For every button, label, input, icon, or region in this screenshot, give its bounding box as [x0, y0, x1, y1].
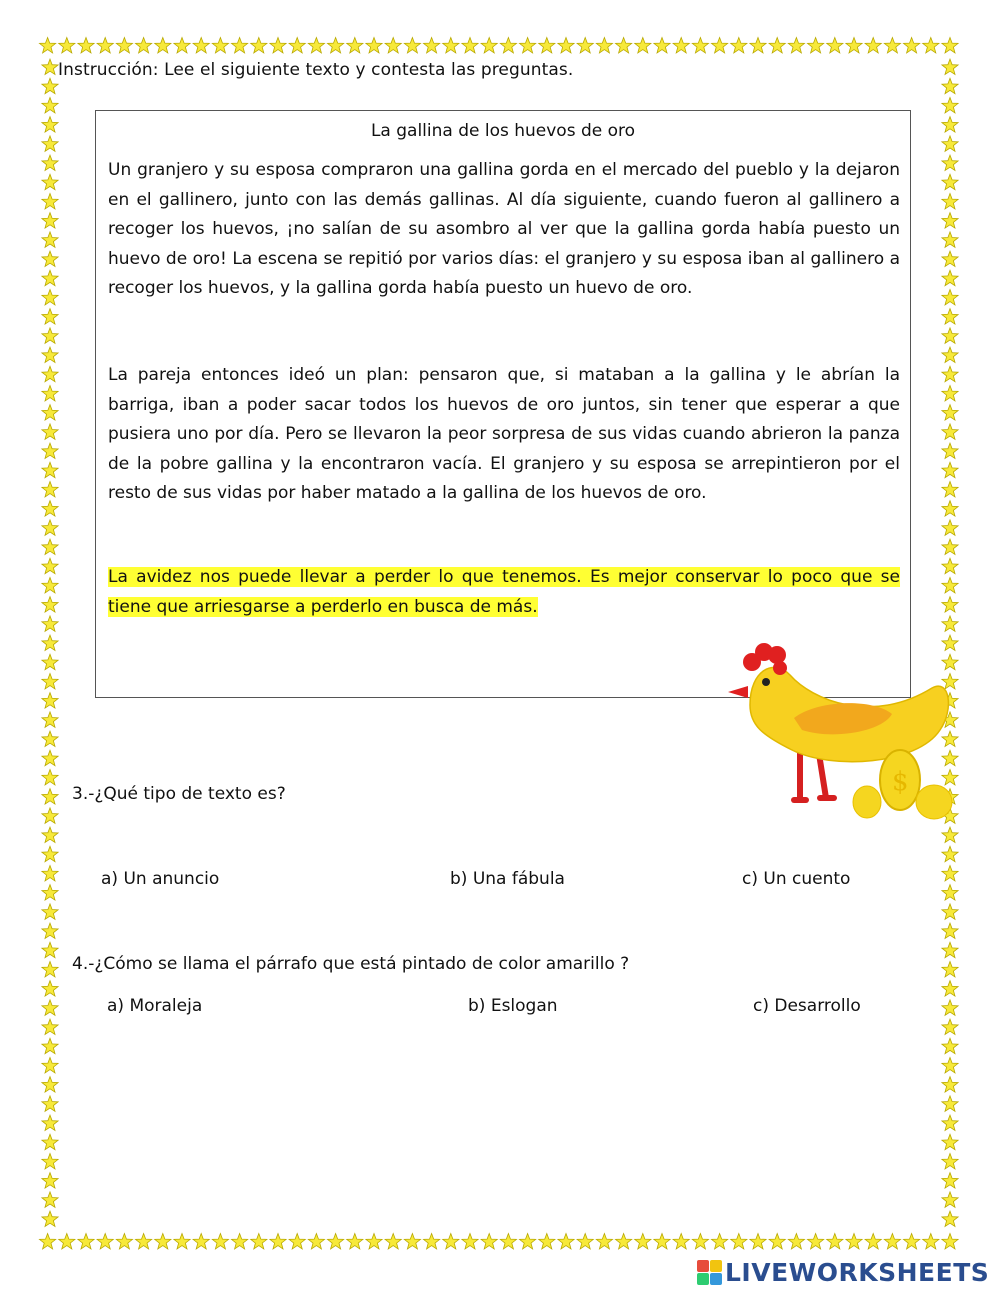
star-icon [942, 1211, 958, 1226]
q4-option-b[interactable]: b) Eslogan [468, 996, 558, 1016]
star-icon [942, 290, 958, 305]
star-icon [942, 117, 958, 132]
star-icon [42, 1038, 58, 1053]
story-paragraph-1: Un granjero y su esposa compraron una gallina gorda en el mercado del pueblo y la dejaron en el gallinero, junto con las demás gallinas. Al día siguiente, cuando fueron al gallinero a recoger los huevos, ¡no salían de su asombro al ver que la gallina gorda había puesto un huevo de oro! La escena se repitió por varios días: el granjero y su esposa iban al gallinero a recoger los huevos, y la gallina gorda había puesto un huevo de oro. [108, 160, 900, 298]
star-icon [42, 693, 58, 708]
question-3: 3.-¿Qué tipo de texto es? [72, 784, 286, 804]
star-icon [942, 1038, 958, 1053]
star-icon [42, 443, 58, 458]
star-icon [42, 386, 58, 401]
star-icon [942, 1154, 958, 1169]
star-icon [42, 1154, 58, 1169]
liveworksheets-logo [697, 1258, 989, 1286]
star-icon [42, 520, 58, 535]
star-icon [40, 1234, 56, 1249]
star-icon [443, 1234, 459, 1249]
star-icon [42, 808, 58, 823]
star-icon [942, 328, 958, 343]
star-icon [942, 1134, 958, 1149]
star-icon [942, 923, 958, 938]
star-icon [42, 1019, 58, 1034]
star-icon [42, 98, 58, 113]
star-icon [942, 558, 958, 573]
star-icon [385, 38, 401, 53]
star-icon [40, 38, 56, 53]
star-icon [731, 1234, 747, 1249]
star-icon [942, 232, 958, 247]
star-icon [116, 38, 132, 53]
star-icon [42, 213, 58, 228]
star-icon [193, 38, 209, 53]
star-icon [884, 38, 900, 53]
star-icon [654, 38, 670, 53]
star-icon [942, 194, 958, 209]
star-icon [827, 38, 843, 53]
star-icon [42, 635, 58, 650]
star-icon [212, 1234, 228, 1249]
star-icon [42, 750, 58, 765]
star-icon [42, 616, 58, 631]
star-icon [635, 38, 651, 53]
star-icon [942, 520, 958, 535]
star-icon [59, 1234, 75, 1249]
star-icon [942, 251, 958, 266]
reading-box [95, 110, 911, 698]
star-icon [424, 38, 440, 53]
star-icon [42, 366, 58, 381]
star-icon [42, 1115, 58, 1130]
star-icon [308, 1234, 324, 1249]
star-icon [865, 1234, 881, 1249]
star-icon [42, 251, 58, 266]
star-icon [78, 38, 94, 53]
star-icon [788, 1234, 804, 1249]
star-icon [539, 1234, 555, 1249]
star-icon [942, 1173, 958, 1188]
star-icon [251, 38, 267, 53]
star-icon [42, 117, 58, 132]
star-icon [42, 731, 58, 746]
star-icon [654, 1234, 670, 1249]
star-icon [97, 38, 113, 53]
star-icon [42, 1000, 58, 1015]
hen-beak [728, 686, 748, 698]
star-icon [750, 1234, 766, 1249]
star-icon [769, 1234, 785, 1249]
star-icon [712, 1234, 728, 1249]
star-icon [942, 501, 958, 516]
star-icon [42, 1077, 58, 1092]
star-icon [942, 174, 958, 189]
star-icon [635, 1234, 651, 1249]
star-icon [251, 1234, 267, 1249]
star-icon [42, 59, 58, 74]
star-icon [942, 1058, 958, 1073]
star-icon [942, 1115, 958, 1130]
star-icon [462, 38, 478, 53]
star-icon [769, 38, 785, 53]
star-icon [59, 38, 75, 53]
star-icon [404, 1234, 420, 1249]
star-icon [712, 38, 728, 53]
star-icon [577, 1234, 593, 1249]
star-border-left [38, 58, 62, 1230]
star-icon [942, 597, 958, 612]
star-icon [347, 1234, 363, 1249]
star-icon [174, 38, 190, 53]
star-icon [270, 38, 286, 53]
star-icon [289, 1234, 305, 1249]
star-icon [155, 1234, 171, 1249]
star-icon [865, 38, 881, 53]
star-icon [42, 347, 58, 362]
star-icon [289, 38, 305, 53]
star-icon [42, 885, 58, 900]
q4-option-c[interactable]: c) Desarrollo [753, 996, 861, 1016]
star-icon [942, 78, 958, 93]
star-icon [42, 558, 58, 573]
star-icon [577, 38, 593, 53]
star-icon [42, 712, 58, 727]
star-icon [942, 366, 958, 381]
star-icon [942, 578, 958, 593]
star-icon [481, 1234, 497, 1249]
star-icon [347, 38, 363, 53]
star-icon [904, 1234, 920, 1249]
star-icon [942, 1077, 958, 1092]
star-icon [923, 38, 939, 53]
star-icon [308, 38, 324, 53]
star-icon [443, 38, 459, 53]
star-icon [942, 539, 958, 554]
star-icon [42, 827, 58, 842]
star-icon [942, 962, 958, 977]
star-icon [42, 674, 58, 689]
star-icon [328, 1234, 344, 1249]
star-border-top [38, 34, 962, 58]
star-icon [500, 38, 516, 53]
star-icon [78, 1234, 94, 1249]
star-icon [942, 155, 958, 170]
star-icon [42, 462, 58, 477]
star-icon [174, 1234, 190, 1249]
star-icon [42, 328, 58, 343]
star-icon [42, 155, 58, 170]
star-icon [942, 213, 958, 228]
star-icon [942, 904, 958, 919]
star-icon [500, 1234, 516, 1249]
star-icon [942, 462, 958, 477]
star-icon [942, 347, 958, 362]
star-icon [942, 1000, 958, 1015]
star-icon [232, 1234, 248, 1249]
dollar-sign-icon: $ [892, 767, 909, 797]
story-paragraph-2: La pareja entonces ideó un plan: pensaron que, si mataban a la gallina y le abrían la barriga, iban a poder sacar todos los huevos de oro juntos, sin tener que esperar a que pusiera uno por día. Pero se llevaron la peor sorpresa de sus vidas cuando abrieron la panza de la pobre gallina y la encontraron vacía. El granjero y su esposa se arrepintieron por el resto de sus vidas por haber matado a la gallina de los huevos de oro. [108, 365, 900, 503]
star-icon [42, 866, 58, 881]
star-icon [596, 1234, 612, 1249]
instruction-text: Instrucción: Lee el siguiente texto y contesta las preguntas. [58, 60, 574, 80]
star-icon [942, 386, 958, 401]
star-icon [539, 38, 555, 53]
star-icon [366, 1234, 382, 1249]
star-icon [42, 654, 58, 669]
star-icon [942, 59, 958, 74]
star-icon [520, 1234, 536, 1249]
star-icon [42, 846, 58, 861]
star-icon [904, 38, 920, 53]
star-icon [827, 1234, 843, 1249]
star-icon [808, 1234, 824, 1249]
star-icon [558, 1234, 574, 1249]
star-icon [42, 78, 58, 93]
question-4: 4.-¿Cómo se llama el párrafo que está pintado de color amarillo ? [72, 954, 630, 974]
star-icon [942, 443, 958, 458]
star-icon [942, 482, 958, 497]
star-icon [385, 1234, 401, 1249]
star-icon [42, 578, 58, 593]
star-icon [42, 290, 58, 305]
star-icon [42, 270, 58, 285]
star-icon [942, 98, 958, 113]
q3-option-c[interactable]: c) Un cuento [742, 869, 851, 889]
brand-name: LIVEWORKSHEETS [725, 1257, 990, 1287]
star-icon [42, 1058, 58, 1073]
star-icon [42, 136, 58, 151]
star-icon [116, 1234, 132, 1249]
star-icon [42, 1096, 58, 1111]
star-icon [692, 1234, 708, 1249]
star-icon [193, 1234, 209, 1249]
star-icon [42, 770, 58, 785]
star-icon [404, 38, 420, 53]
star-icon [616, 1234, 632, 1249]
star-icon [42, 174, 58, 189]
q3-option-b[interactable]: b) Una fábula [450, 869, 565, 889]
star-icon [136, 38, 152, 53]
star-icon [97, 1234, 113, 1249]
star-icon [558, 38, 574, 53]
hen-icon [722, 630, 962, 830]
star-icon [42, 232, 58, 247]
star-border-bottom [38, 1230, 962, 1254]
star-icon [136, 1234, 152, 1249]
star-icon [596, 38, 612, 53]
star-icon [942, 942, 958, 957]
star-icon [942, 981, 958, 996]
story-moral [108, 563, 900, 622]
star-icon [942, 1234, 958, 1249]
star-icon [750, 38, 766, 53]
star-icon [42, 1173, 58, 1188]
star-icon [942, 424, 958, 439]
star-icon [942, 1019, 958, 1034]
star-icon [42, 1134, 58, 1149]
star-icon [942, 136, 958, 151]
star-icon [42, 501, 58, 516]
star-icon [942, 38, 958, 53]
star-icon [673, 1234, 689, 1249]
star-icon [42, 482, 58, 497]
hen-eye [762, 678, 770, 686]
star-icon [42, 942, 58, 957]
star-icon [42, 789, 58, 804]
star-icon [42, 1192, 58, 1207]
star-icon [42, 309, 58, 324]
star-icon [942, 1192, 958, 1207]
star-icon [328, 38, 344, 53]
star-icon [462, 1234, 478, 1249]
star-icon [788, 38, 804, 53]
star-icon [232, 38, 248, 53]
moral-highlight: La avidez nos puede llevar a perder lo que tenemos. Es mejor conservar lo poco que se tiene que arriesgarse a perderlo en busca de más. [108, 567, 900, 617]
star-icon [42, 923, 58, 938]
star-icon [42, 1211, 58, 1226]
star-icon [942, 405, 958, 420]
star-icon [42, 424, 58, 439]
star-icon [692, 38, 708, 53]
star-icon [42, 597, 58, 612]
story-title: La gallina de los huevos de oro [370, 121, 636, 141]
star-icon [520, 38, 536, 53]
q3-option-a[interactable]: a) Un anuncio [101, 869, 220, 889]
star-icon [942, 1096, 958, 1111]
star-icon [942, 866, 958, 881]
gold-egg-icon [853, 786, 881, 818]
gold-egg-icon [916, 785, 952, 819]
star-icon [42, 194, 58, 209]
star-icon [366, 38, 382, 53]
star-icon [42, 981, 58, 996]
star-icon [42, 539, 58, 554]
star-icon [942, 885, 958, 900]
q4-option-a[interactable]: a) Moraleja [107, 996, 203, 1016]
star-icon [731, 38, 747, 53]
star-icon [942, 846, 958, 861]
star-icon [616, 38, 632, 53]
star-icon [42, 962, 58, 977]
star-icon [942, 270, 958, 285]
star-icon [42, 405, 58, 420]
star-icon [481, 38, 497, 53]
star-icon [155, 38, 171, 53]
star-icon [846, 1234, 862, 1249]
star-icon [270, 1234, 286, 1249]
star-icon [942, 309, 958, 324]
star-icon [846, 38, 862, 53]
logo-mark-icon [697, 1260, 722, 1285]
star-icon [923, 1234, 939, 1249]
star-icon [808, 38, 824, 53]
star-icon [42, 904, 58, 919]
star-icon [942, 616, 958, 631]
star-icon [673, 38, 689, 53]
star-icon [424, 1234, 440, 1249]
star-icon [212, 38, 228, 53]
star-icon [884, 1234, 900, 1249]
